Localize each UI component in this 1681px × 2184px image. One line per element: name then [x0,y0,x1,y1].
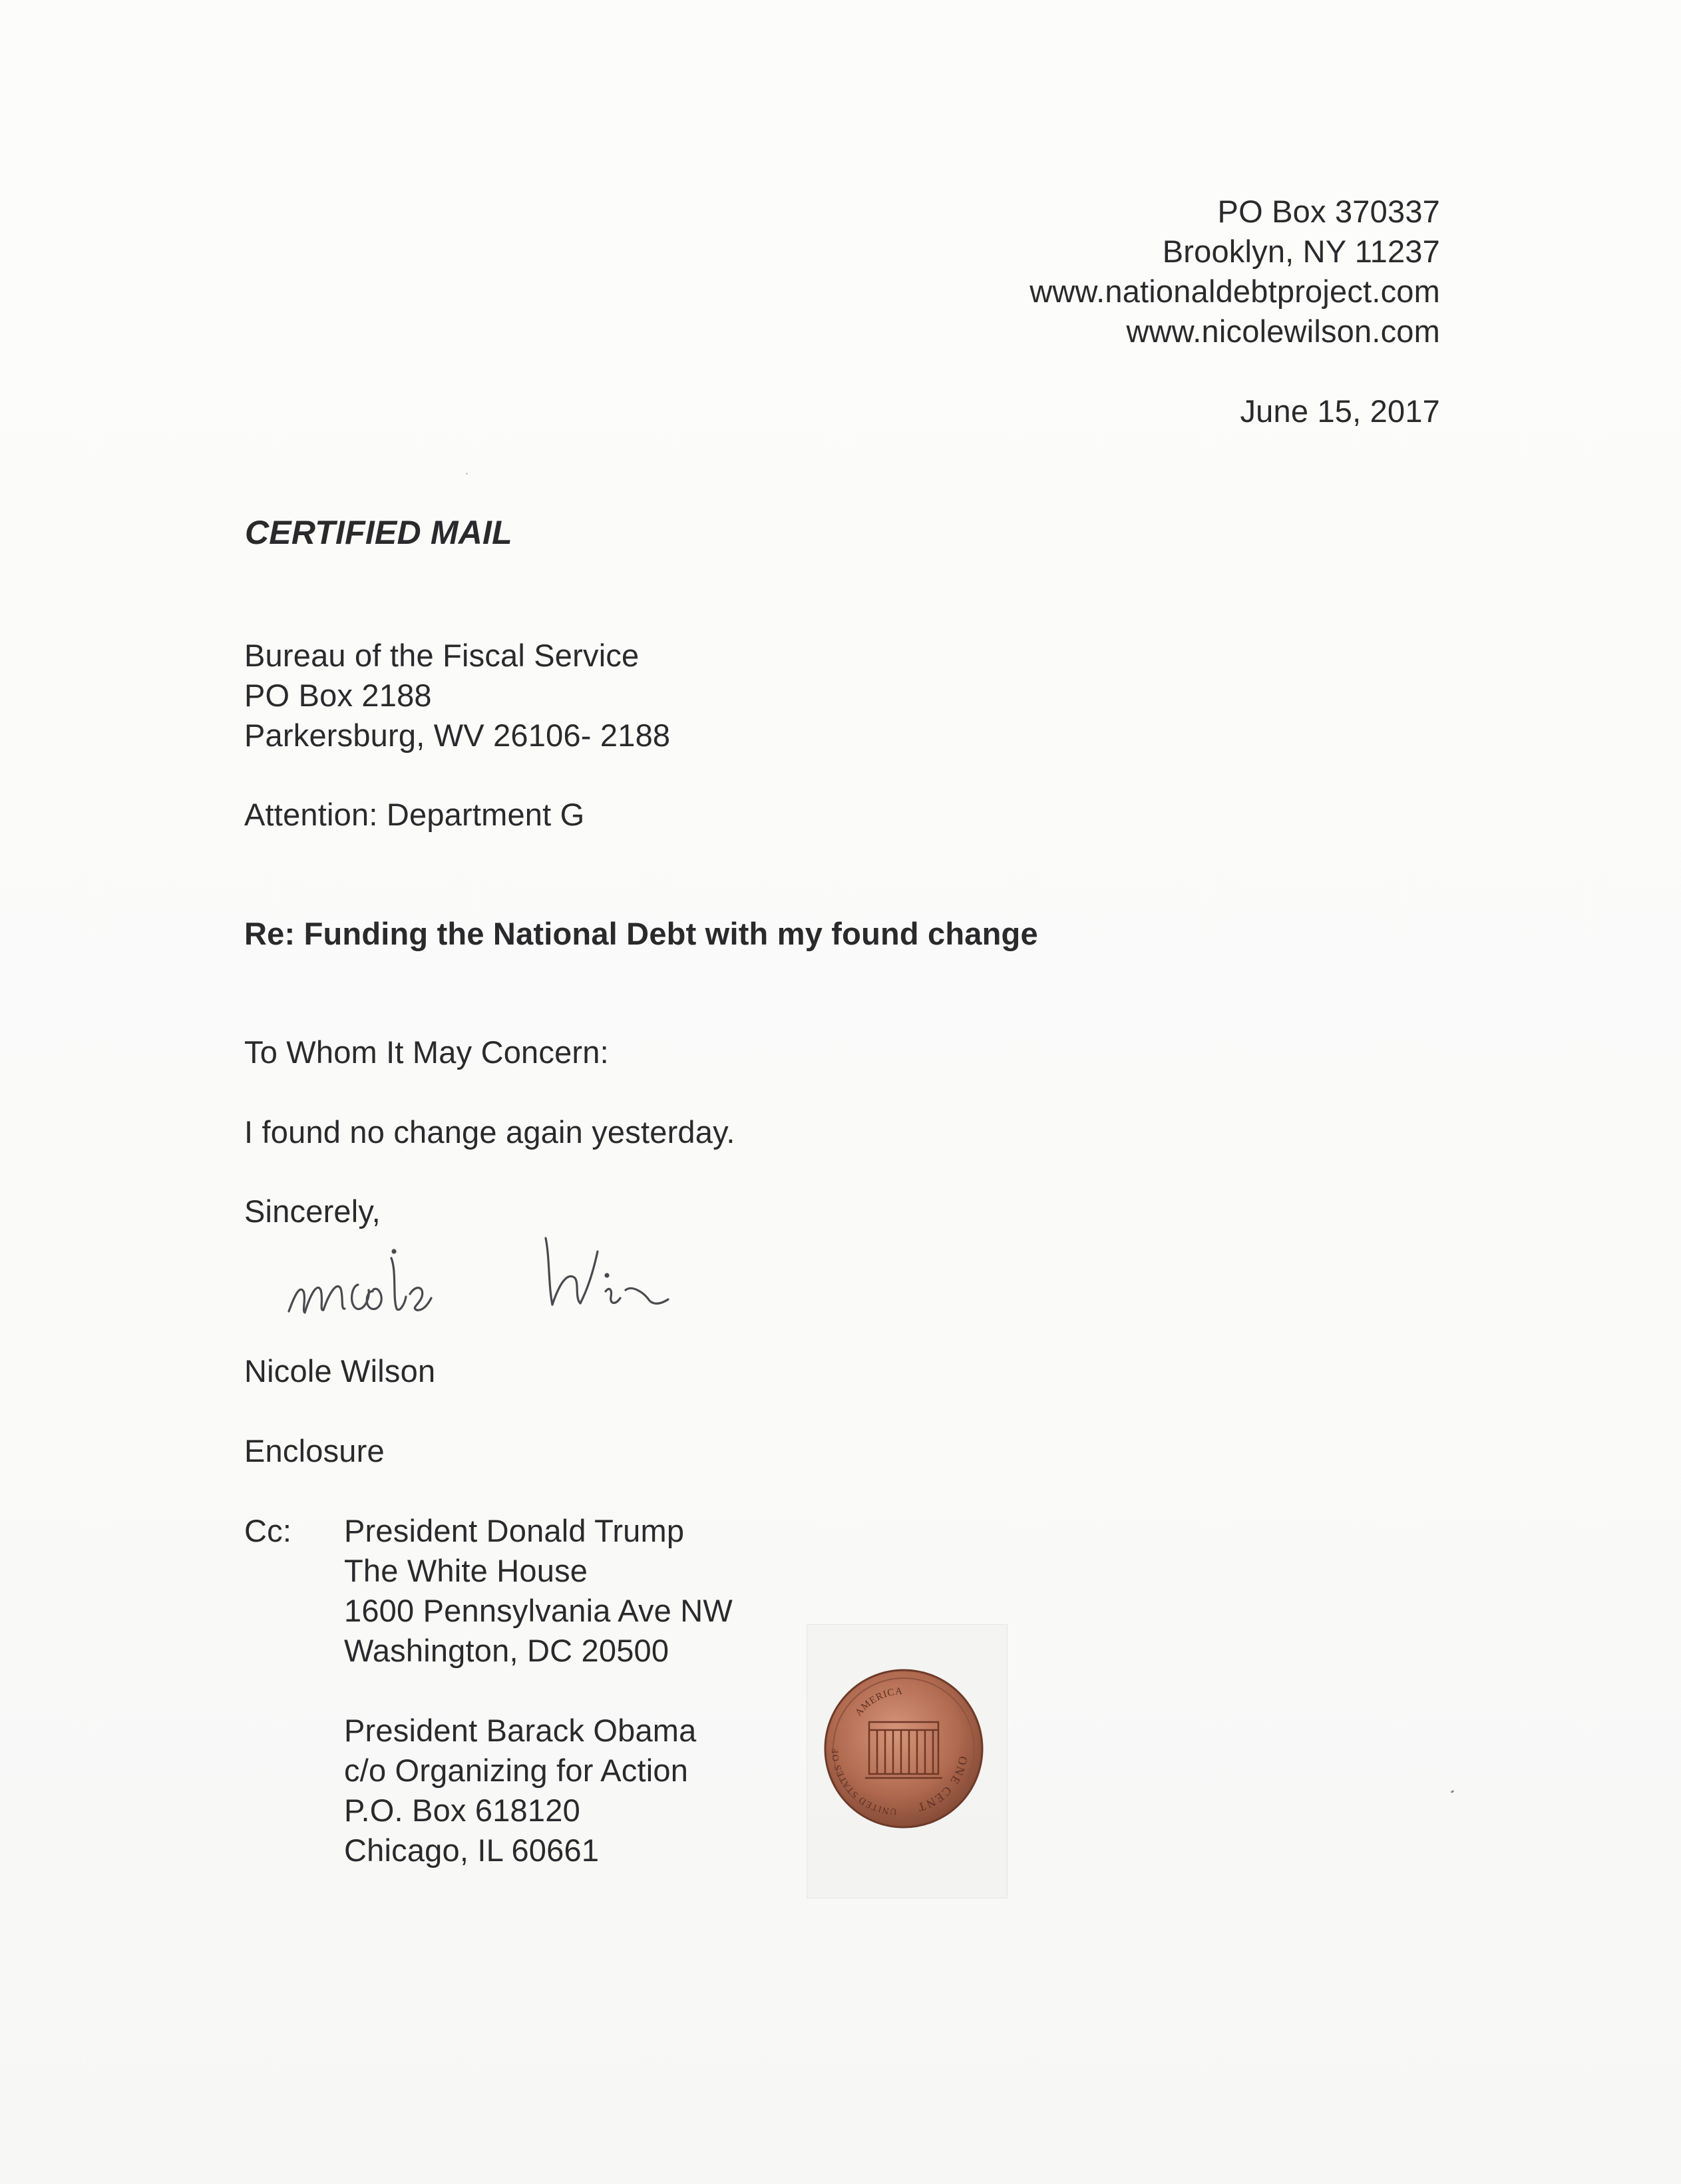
sender-website-link-2[interactable]: www.nicolewilson.com [1126,314,1440,349]
recipient-address-line2: Parkersburg, WV 26106- 2188 [244,718,671,753]
body-text: I found no change again yesterday. [244,1114,735,1150]
recipient-attention: Attention: Department G [244,797,585,832]
scan-speck [1451,1790,1455,1793]
closing: Sincerely, [244,1194,381,1229]
salutation: To Whom It May Concern: [244,1034,609,1070]
coin-bottom-text: ONE CENT [915,1755,970,1815]
cc-recipient-1-line3: 1600 Pennsylvania Ave NW [344,1593,733,1628]
scan-speck [466,473,468,475]
sender-address-line1: PO Box 370337 [1217,194,1440,229]
cc-recipient-2-line3: P.O. Box 618120 [344,1793,580,1828]
signer-name: Nicole Wilson [244,1353,436,1389]
sender-website-link[interactable]: www.nationaldebtproject.com [1029,274,1440,309]
cc-recipient-2-line4: Chicago, IL 60661 [344,1833,600,1868]
coin-left-text: UNITED STATES OF [831,1747,898,1817]
cc-recipient-1-line4: Washington, DC 20500 [344,1633,669,1668]
cc-recipient-2-line1: President Barack Obama [344,1713,697,1748]
handwritten-signature [280,1211,705,1338]
letter-date: June 15, 2017 [1240,393,1440,429]
cc-label: Cc: [244,1513,292,1548]
recipient-name: Bureau of the Fiscal Service [244,638,640,673]
subject-line: Re: Funding the National Debt with my found change [244,916,1038,951]
sender-address-line2: Brooklyn, NY 11237 [1162,234,1440,269]
coin-top-text: AMERICA [853,1685,904,1719]
certified-mail-heading: CERTIFIED MAIL [245,514,512,551]
cc-recipient-2-line2: c/o Organizing for Action [344,1753,689,1788]
cc-recipient-1-line2: The White House [344,1553,588,1588]
recipient-address-line1: PO Box 2188 [244,678,432,713]
enclosure-label: Enclosure [244,1433,385,1468]
cc-recipient-1-line1: President Donald Trump [344,1513,685,1548]
penny-coin [823,1667,985,1830]
